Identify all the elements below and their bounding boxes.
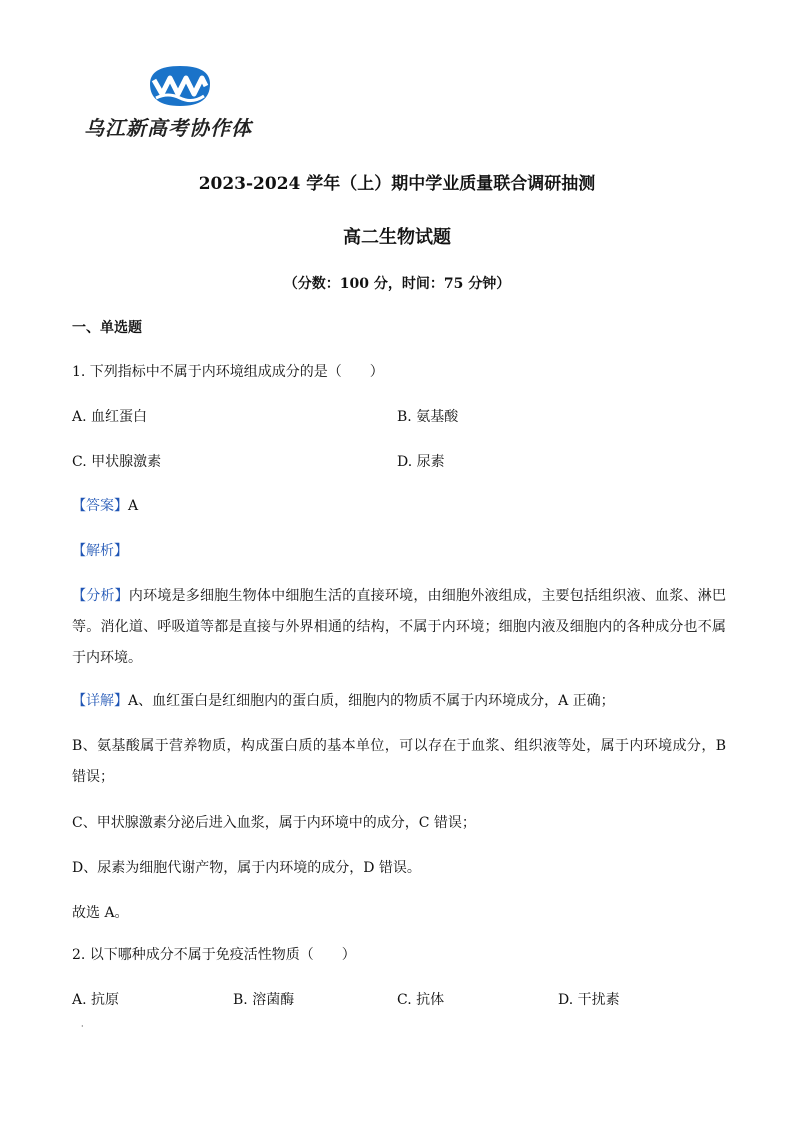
q1-fenxi xyxy=(72,581,726,674)
logo xyxy=(84,62,284,142)
xiangjie-a-text: A、血红蛋白是红细胞内的蛋白质，细胞内的物质不属于内环境成分，A 正确； xyxy=(128,693,615,709)
fenxi-tag: 【分析】 xyxy=(72,588,129,604)
xiangjie-tag: 【详解】 xyxy=(72,693,128,709)
exam-title: 2023-2024 学年（上）期中学业质量联合调研抽测 xyxy=(198,174,596,194)
q1-conclusion: 故选 A。 xyxy=(72,905,129,921)
q2-stem: 2. 以下哪种成分不属于免疫活性物质（ ） xyxy=(72,947,356,963)
stray-dot: · xyxy=(81,1022,84,1031)
q2-option-d: D. 干扰素 xyxy=(558,992,620,1008)
q1-xiangjie-c: C、甲状腺激素分泌后进入血浆，属于内环境中的成分，C 错误； xyxy=(72,815,476,831)
exam-info: （分数：100 分，时间：75 分钟） xyxy=(283,276,511,292)
analysis-tag: 【解析】 xyxy=(72,543,128,559)
q1-option-d: D. 尿素 xyxy=(397,454,445,470)
q1-xiangjie-a xyxy=(72,686,726,717)
q1-xiangjie-d: D、尿素为细胞代谢产物，属于内环境的成分，D 错误。 xyxy=(72,860,421,876)
logo-wave-icon xyxy=(146,62,214,110)
q1-xiangjie-b: B、氨基酸属于营养物质，构成蛋白质的基本单位，可以存在于血浆、组织液等处，属于内环境成分，B 错误； xyxy=(72,738,726,785)
q2-option-c: C. 抗体 xyxy=(397,992,445,1008)
answer-tag: 【答案】 xyxy=(72,498,128,514)
q1-analysis-tag xyxy=(72,541,128,561)
subject-title: 高二生物试题 xyxy=(343,227,451,248)
q2-option-a: A. 抗原 xyxy=(72,992,120,1008)
logo-text: 乌江新高考协作体 xyxy=(84,116,252,140)
answer-value: A xyxy=(128,498,139,514)
q1-stem: 1. 下列指标中不属于内环境组成成分的是（ ） xyxy=(72,364,384,380)
q1-option-b: B. 氨基酸 xyxy=(397,409,459,425)
fenxi-text: 内环境是多细胞生物体中细胞生活的直接环境，由细胞外液组成，主要包括组织液、血浆、淋巴等。消化道、呼吸道等都是直接与外界相通的结构，不属于内环境；细胞内液及细胞内的各种成分也不属于内环境。 xyxy=(72,588,726,666)
q2-option-b: B. 溶菌酶 xyxy=(233,992,295,1008)
q1-answer xyxy=(72,496,138,516)
q1-option-a: A. 血红蛋白 xyxy=(72,409,148,425)
q1-option-c: C. 甲状腺激素 xyxy=(72,454,162,470)
section-title: 一、单选题 xyxy=(72,320,142,336)
